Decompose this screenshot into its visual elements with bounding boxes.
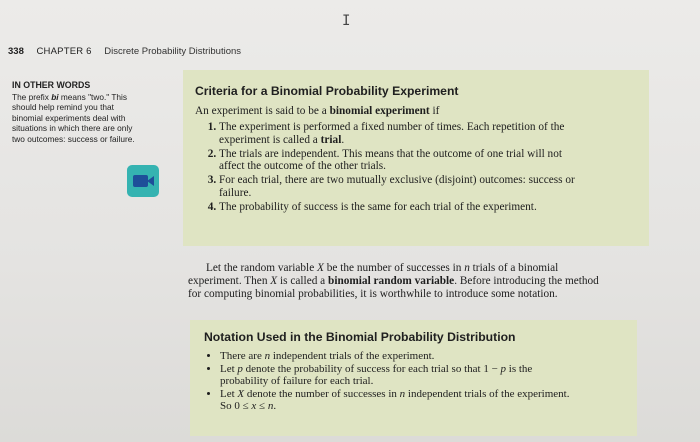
camera-body: [133, 175, 148, 187]
criteria-box: [183, 70, 649, 246]
margin-note-line: The prefix bi means "two." This: [12, 91, 128, 102]
margin-note: [12, 80, 162, 144]
paragraph-line: Let the random variable X be the number of successes in n trials of a binomial: [206, 262, 559, 274]
notation-item: • Let X denote the number of successes in n independent trials of the experiment. So 0 ≤ x ≤ n.: [220, 388, 623, 413]
chapter-label: CHAPTER 6: [36, 46, 92, 57]
criteria-item: 3. For each trial, there are two mutually exclusive (disjoint) outcomes: success or failure.: [219, 174, 637, 200]
criteria-item: 2. The trials are independent. This means that the outcome of one trial will not affect the outcome of the other trials.: [219, 148, 637, 174]
margin-note-line: situations in which there are only: [12, 123, 133, 133]
criteria-intro: An experiment is said to be a binomial experiment if: [195, 105, 440, 117]
margin-note-line: binomial experiments deal with: [12, 112, 126, 123]
margin-note-heading: IN OTHER WORDS: [12, 80, 91, 90]
notation-list: [204, 350, 623, 413]
notation-box: [190, 320, 637, 436]
page-header: [8, 46, 241, 57]
margin-note-line: should help remind you that: [12, 102, 114, 112]
notation-title: Notation Used in the Binomial Probability Distribution: [204, 330, 516, 344]
camera-lens: [147, 176, 154, 186]
criteria-list: [195, 121, 637, 214]
paragraph-line: experiment. Then X is called a binomial random variable. Before introducing the method: [188, 275, 599, 287]
page-number: 338: [8, 46, 24, 57]
video-camera-icon[interactable]: [127, 165, 159, 197]
notation-item: • Let p denote the probability of success for each trial so that 1 − p is the probability of failure for each trial.: [220, 363, 623, 388]
text-cursor-icon: I: [342, 13, 351, 29]
paragraph-line: for computing binomial probabilities, it is worthwhile to introduce some notation.: [188, 288, 558, 300]
criteria-title: Criteria for a Binomial Probability Experiment: [195, 84, 459, 98]
body-paragraph: [188, 262, 648, 301]
margin-note-line: two outcomes: success or failure.: [12, 133, 135, 144]
criteria-item: 4. The probability of success is the same for each trial of the experiment.: [219, 201, 637, 214]
chapter-title: Discrete Probability Distributions: [104, 46, 242, 57]
notation-item: • There are n independent trials of the experiment.: [220, 350, 623, 363]
criteria-item: 1. The experiment is performed a fixed number of times. Each repetition of the experiment is called a trial.: [219, 121, 637, 147]
